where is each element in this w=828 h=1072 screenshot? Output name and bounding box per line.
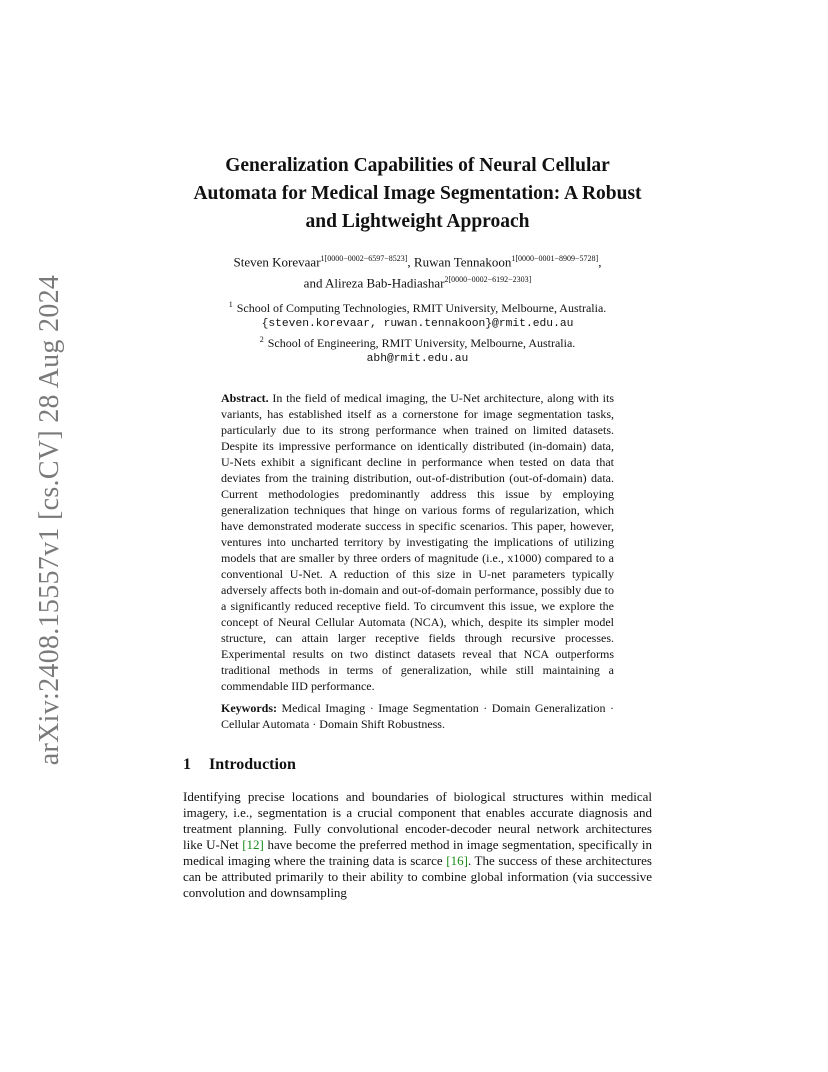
author-line-1	[183, 250, 652, 271]
affiliation-1	[183, 297, 652, 316]
affiliation-text: School of Engineering, RMIT University, Melbourne, Australia.	[267, 336, 576, 350]
affiliation-number: 2	[259, 335, 264, 344]
section-title: Introduction	[209, 756, 296, 773]
author-orcid: 1[0000−0002−6597−8523]	[320, 254, 408, 263]
keywords-text: Medical Imaging · Image Segmentation · Domain Generalization · Cellular Automata · Domain Shift Robustness.	[221, 701, 614, 731]
author-name: Ruwan Tennakoon	[413, 254, 512, 270]
intro-paragraph	[183, 789, 652, 901]
abstract	[221, 390, 614, 694]
affiliation-2	[183, 332, 652, 351]
author-separator: ,	[407, 254, 414, 270]
arxiv-identifier-stamp: arXiv:2408.15557v1 [cs.CV] 28 Aug 2024	[34, 274, 65, 766]
abstract-label: Abstract.	[221, 391, 269, 405]
affiliation-number: 1	[228, 300, 233, 309]
author-list	[183, 250, 652, 293]
affiliations	[183, 297, 652, 367]
author-line-2	[183, 271, 652, 292]
keywords	[221, 700, 614, 732]
intro-text: have become the preferred method in image segmentation, specifically in medical imaging where the training data is scarce	[183, 837, 652, 868]
citation-link[interactable]: [12]	[242, 837, 264, 852]
affiliation-text: School of Computing Technologies, RMIT University, Melbourne, Australia.	[236, 301, 607, 315]
author-separator: ,	[598, 254, 602, 270]
affiliation-email[interactable]: abh@rmit.edu.au	[366, 353, 469, 365]
author-name: and Alireza Bab-Hadiashar	[303, 275, 445, 291]
author-orcid: 2[0000−0002−6192−2303]	[444, 275, 532, 285]
paper-title: Generalization Capabilities of Neural Cellular Automata for Medical Image Segmentation: A Robust and Lightweight Approach	[193, 155, 642, 232]
section-number: 1	[183, 756, 191, 773]
abstract-text: In the field of medical imaging, the U-Net architecture, along with its variants, has established itself as a cornerstone for image segmentation tasks, particularly due to its strong performance when trained on limited datasets. Despite its impressive performance on identically distributed (in-domain) data, U-Nets exhibit a significant decline in performance when tested on data that deviates from the training distribution, out-of-distribution (out-of-domain) data. Current methodologies predominantly address this issue by employing generalization techniques that hinge on various forms of regularization, which have demonstrated moderate success in specific scenarios. This paper, however, ventures into uncharted territory by investigating the implications of utilizing models that are smaller by three orders of magnitude (i.e., x1000) compared to a conventional U-Net. A reduction of this size in U-net parameters typically adversely affects both in-domain and out-of-domain performance, possibly due to a significantly reduced receptive field. To circumvent this issue, we explore the concept of Neural Cellular Automata (NCA), which, despite its simpler model structure, can attain larger receptive fields through recursive processes. Experimental results on two distinct datasets reveal that NCA outperforms traditional methods in terms of generalization, while still maintaining a commendable IID performance.	[221, 391, 614, 693]
author-name: Steven Korevaar	[233, 254, 321, 270]
author-orcid: 1[0000−0001−8909−5728]	[511, 254, 599, 263]
intro-text: . The success of these architectures can be attributed primarily to their ability to combine global information (via successive convolution and downsampling	[183, 853, 652, 900]
affiliation-email[interactable]: {steven.korevaar, ruwan.tennakoon}@rmit.edu.au	[261, 318, 574, 330]
section-heading	[183, 756, 296, 774]
citation-link[interactable]: [16]	[446, 853, 468, 868]
intro-text: Identifying precise locations and boundaries of biological structures within medical imagery, i.e., segmentation is a crucial component that enables accurate diagnosis and treatment planning. Fully convolutional encoder-decoder neural network architectures like U-Net	[183, 789, 652, 852]
keywords-label: Keywords:	[221, 701, 277, 715]
